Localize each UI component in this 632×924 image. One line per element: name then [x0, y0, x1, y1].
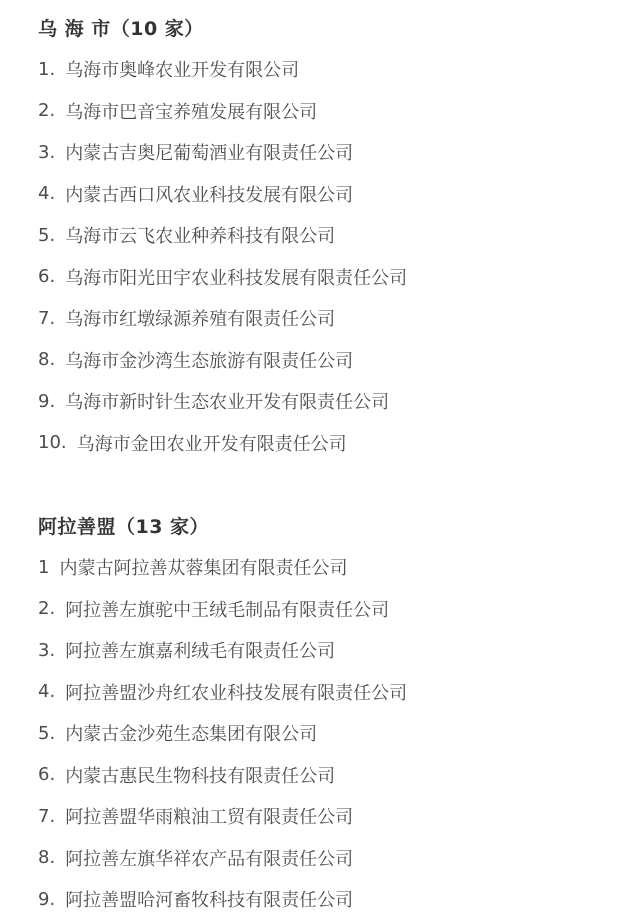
item-number: 5.	[38, 224, 56, 246]
company-name: 阿拉善盟华雨粮油工贸有限责任公司	[65, 807, 354, 829]
company-name: 乌海市新时针生态农业开发有限责任公司	[65, 392, 390, 414]
company-name: 乌海市奥峰农业开发有限公司	[65, 60, 300, 82]
company-name: 乌海市阳光田宇农业科技发展有限责任公司	[65, 267, 408, 289]
list-item	[38, 547, 612, 589]
list-item	[38, 298, 612, 340]
item-number: 10.	[38, 432, 67, 454]
item-number: 2.	[38, 598, 56, 620]
company-name: 乌海市云飞农业种养科技有限公司	[65, 226, 336, 248]
company-name: 阿拉善左旗嘉利绒毛有限责任公司	[65, 641, 336, 663]
item-number: 4.	[38, 183, 56, 205]
company-name: 乌海市金沙湾生态旅游有限责任公司	[65, 350, 354, 372]
list-item	[38, 879, 612, 921]
company-list-alashan	[38, 547, 612, 921]
list-item	[38, 588, 612, 630]
list-item	[38, 422, 612, 464]
company-name: 乌海市巴音宝养殖发展有限公司	[65, 101, 318, 123]
company-name: 内蒙古金沙苑生态集团有限公司	[65, 724, 318, 746]
list-item	[38, 381, 612, 423]
list-item	[38, 90, 612, 132]
item-number: 6.	[38, 266, 56, 288]
item-number: 9.	[38, 390, 56, 412]
item-number: 9.	[38, 888, 56, 910]
company-name: 内蒙古吉奥尼葡萄酒业有限责任公司	[65, 143, 354, 165]
section-title-wuhai: 乌 海 市（10 家）	[38, 18, 204, 41]
item-number: 1.	[38, 58, 56, 80]
list-item	[38, 671, 612, 713]
item-number: 1	[38, 556, 50, 578]
item-number: 7.	[38, 307, 56, 329]
item-number: 3.	[38, 639, 56, 661]
section-divider-space	[38, 464, 612, 506]
section-title-alashan: 阿拉善盟（13 家）	[38, 516, 210, 539]
company-name: 阿拉善盟哈河畜牧科技有限责任公司	[65, 890, 354, 912]
company-name: 阿拉善左旗华祥农产品有限责任公司	[65, 848, 354, 870]
list-item	[38, 132, 612, 174]
company-list-wuhai	[38, 49, 612, 464]
list-item	[38, 837, 612, 879]
item-number: 6.	[38, 764, 56, 786]
item-number: 3.	[38, 141, 56, 163]
company-name: 内蒙古阿拉善苁蓉集团有限责任公司	[59, 558, 348, 580]
list-item	[38, 796, 612, 838]
list-item	[38, 49, 612, 91]
company-name: 阿拉善左旗驼中王绒毛制品有限责任公司	[65, 599, 390, 621]
company-name: 乌海市金田农业开发有限责任公司	[76, 433, 347, 455]
company-name: 内蒙古惠民生物科技有限责任公司	[65, 765, 336, 787]
list-item	[38, 173, 612, 215]
item-number: 7.	[38, 805, 56, 827]
section-wuhai	[38, 7, 612, 464]
company-name: 内蒙古西口风农业科技发展有限公司	[65, 184, 354, 206]
item-number: 8.	[38, 349, 56, 371]
item-number: 2.	[38, 100, 56, 122]
list-item	[38, 256, 612, 298]
list-item	[38, 713, 612, 755]
list-item	[38, 339, 612, 381]
item-number: 4.	[38, 681, 56, 703]
company-name: 乌海市红墩绿源养殖有限责任公司	[65, 309, 336, 331]
item-number: 5.	[38, 722, 56, 744]
list-item	[38, 215, 612, 257]
company-name: 阿拉善盟沙舟红农业科技发展有限责任公司	[65, 682, 408, 704]
item-number: 8.	[38, 847, 56, 869]
list-item	[38, 630, 612, 672]
section-alashan	[38, 505, 612, 920]
list-item	[38, 754, 612, 796]
